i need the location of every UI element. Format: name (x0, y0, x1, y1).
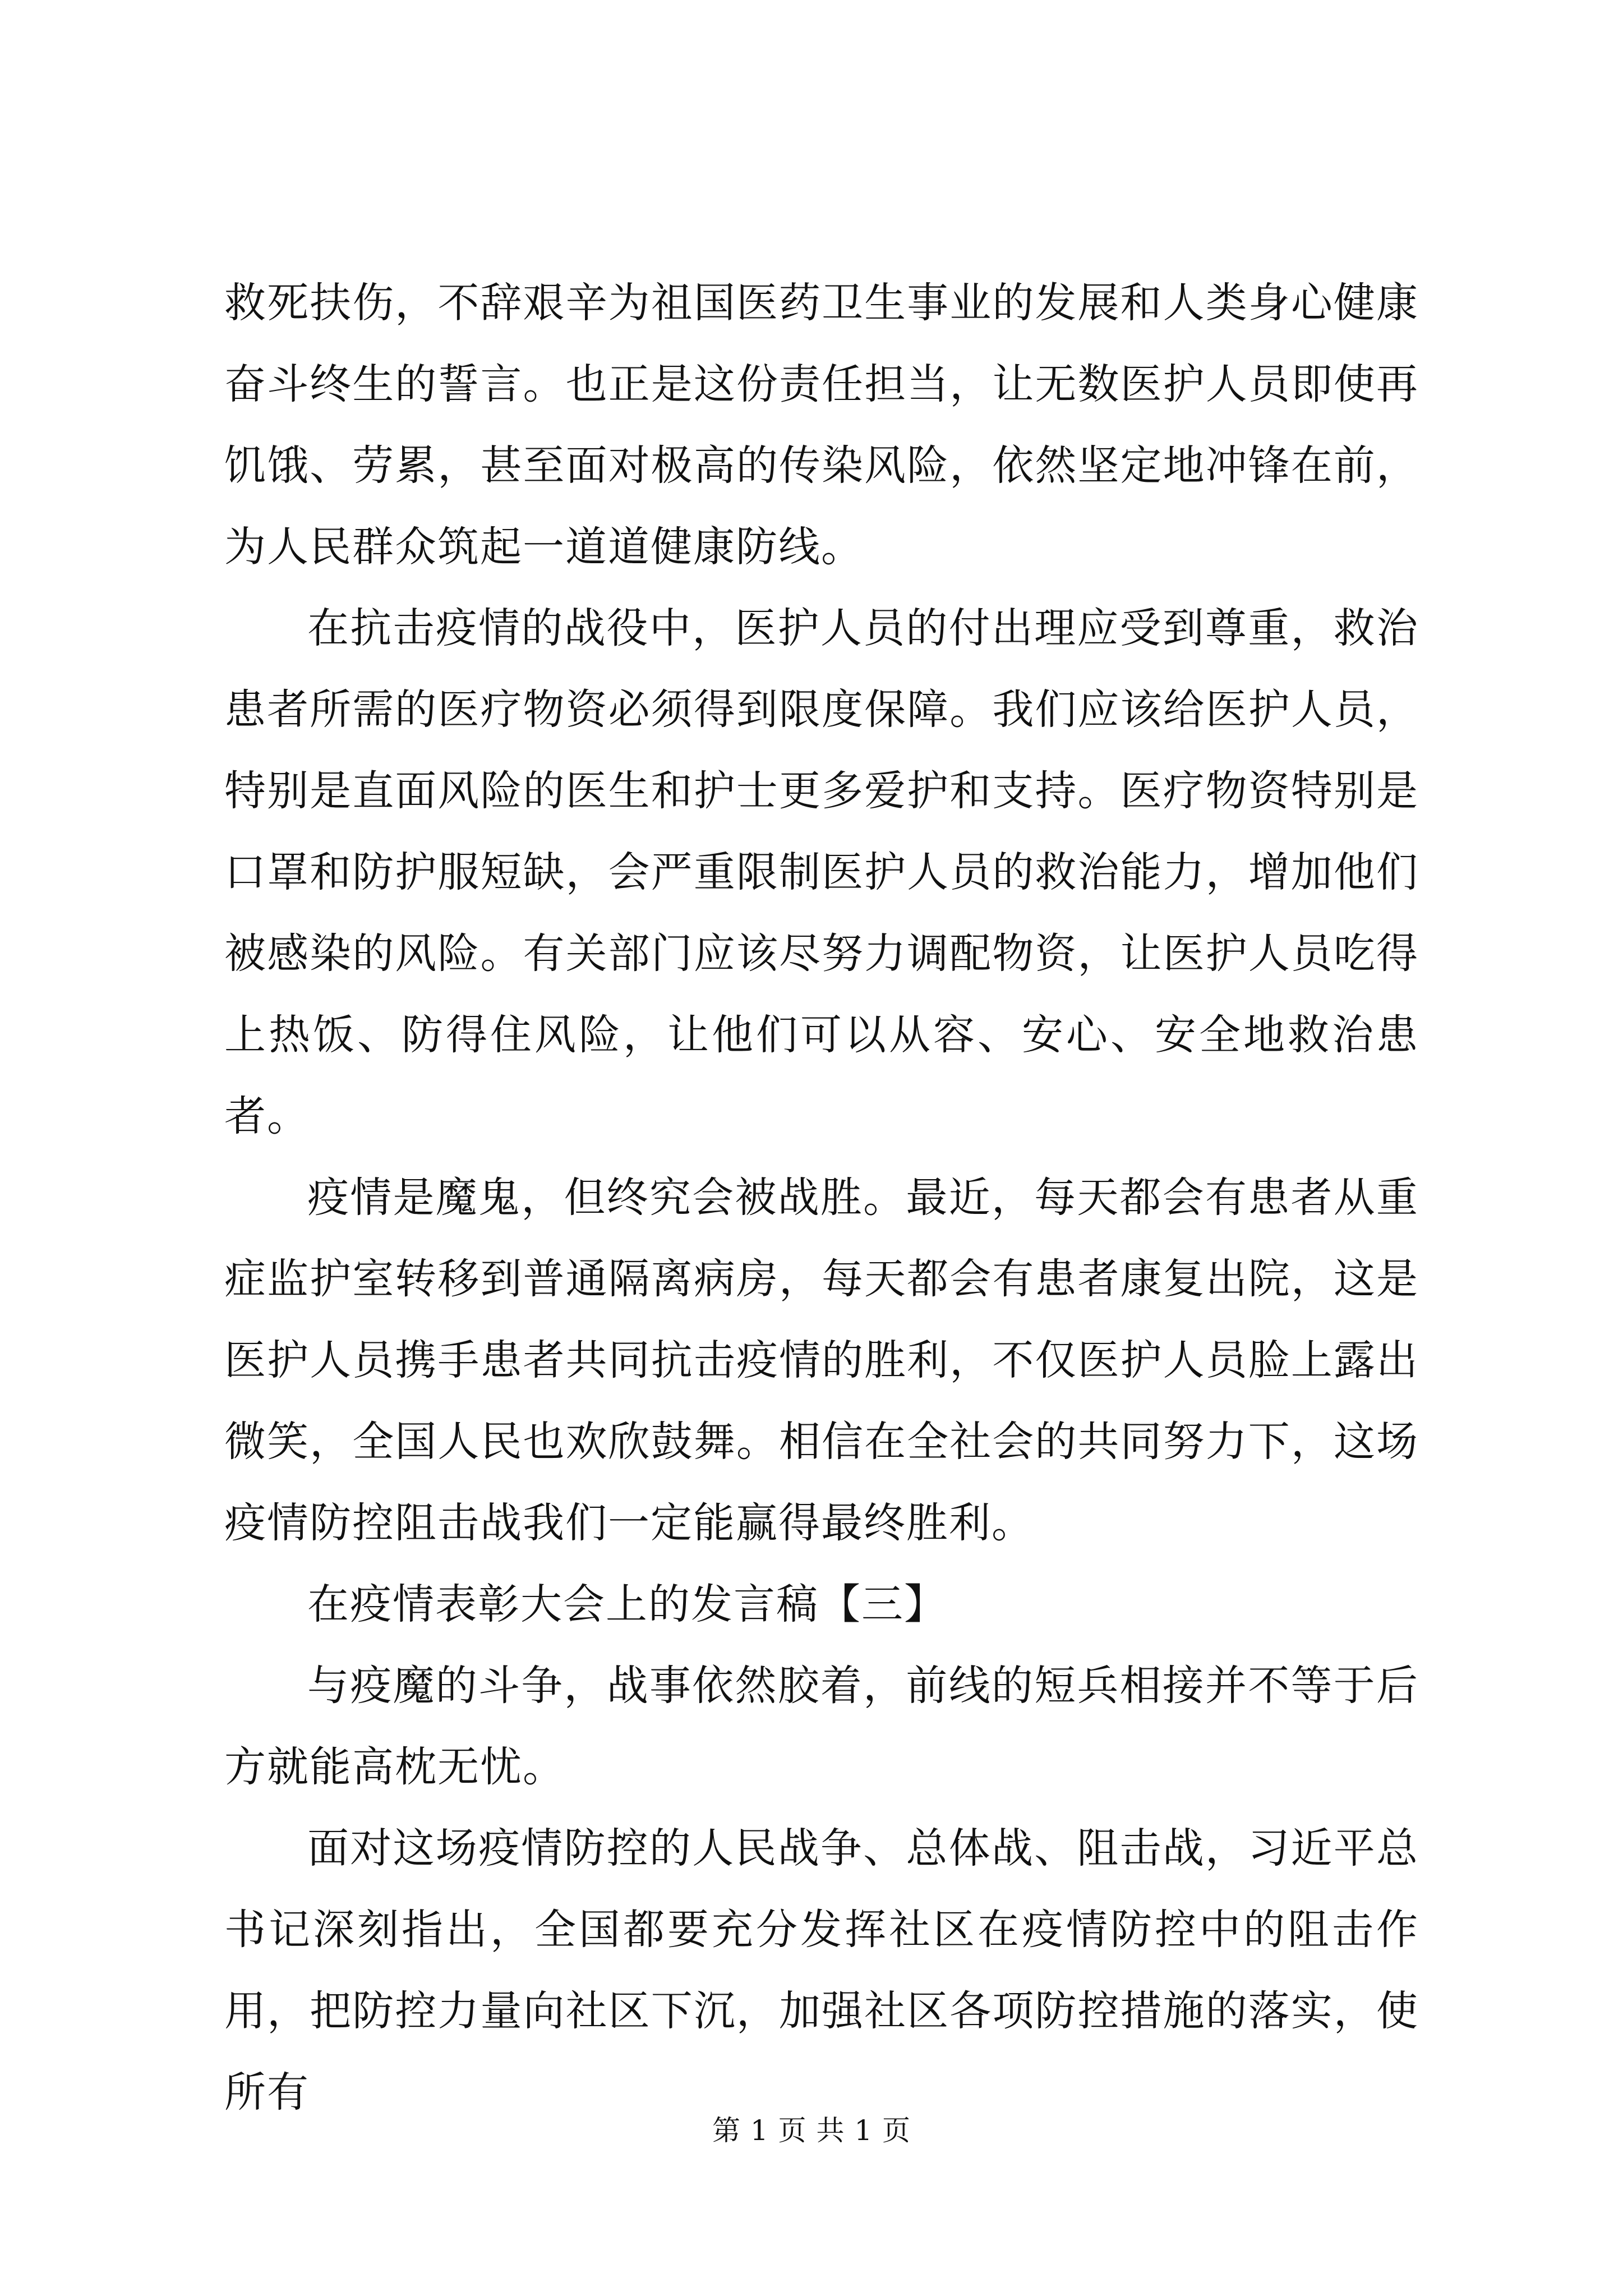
section-heading: 在疫情表彰大会上的发言稿【三】 (307, 1580, 947, 1628)
paragraph-4: 与疫魔的斗争，战事依然胶着，前线的短兵相接并不等于后方就能高枕无忧。 (224, 1662, 1419, 1791)
paragraph-1: 救死扶伤，不辞艰辛为祖国医药卫生事业的发展和人类身心健康奋斗终生的誓言。也正是这份责任担当，让无数医护人员即使再饥饿、劳累，甚至面对极高的传染风险，依然坚定地冲锋在前，为人民群众筑起一道道健康防线。 (224, 279, 1419, 571)
document-body (224, 263, 1419, 2133)
paragraph-3: 疫情是魔鬼，但终究会被战胜。最近，每天都会有患者从重症监护室转移到普通隔离病房，每天都会有患者康复出院，这是医护人员携手患者共同抗击疫情的胜利，不仅医护人员脸上露出微笑，全国人民也欢欣鼓舞。相信在全社会的共同努力下，这场疫情防控阻击战我们一定能赢得最终胜利。 (224, 1174, 1419, 1547)
page-footer: 第 1 页 共 1 页 (712, 2114, 911, 2147)
paragraph-2: 在抗击疫情的战役中，医护人员的付出理应受到尊重，救治患者所需的医疗物资必须得到限度保障。我们应该给医护人员，特别是直面风险的医生和护士更多爱护和支持。医疗物资特别是口罩和防护服短缺，会严重限制医护人员的救治能力，增加他们被感染的风险。有关部门应该尽努力调配物资，让医护人员吃得上热饭、防得住风险，让他们可以从容、安心、安全地救治患者。 (224, 604, 1419, 1140)
paragraph-5: 面对这场疫情防控的人民战争、总体战、阻击战，习近平总书记深刻指出，全国都要充分发挥社区在疫情防控中的阻击作用，把防控力量向社区下沉，加强社区各项防控措施的落实，使所有 (224, 1824, 1419, 2116)
